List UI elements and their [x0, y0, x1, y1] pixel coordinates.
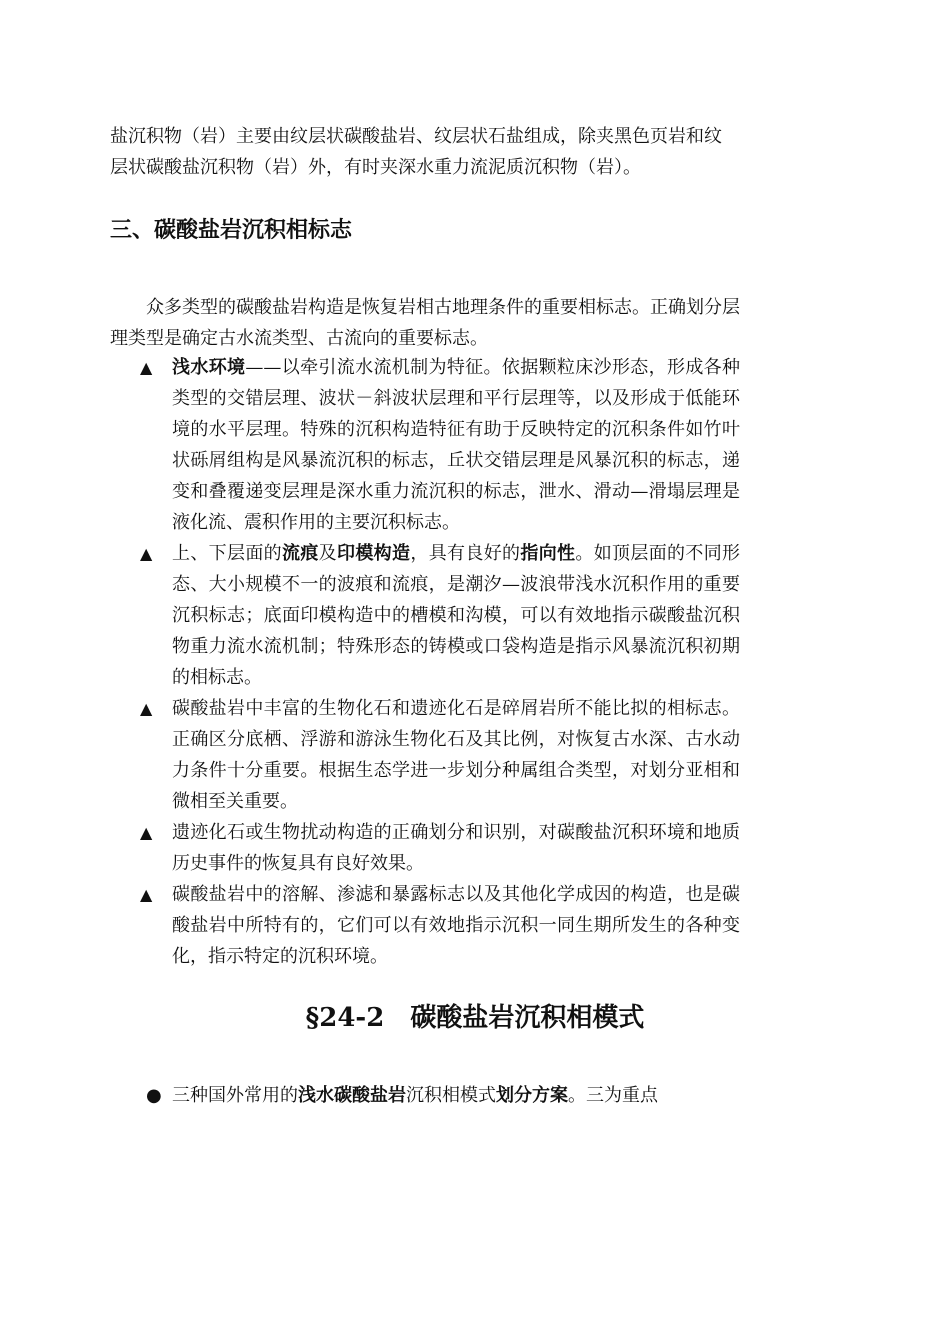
bold-term: 浅水碳酸盐岩: [298, 1085, 406, 1106]
list-item: [140, 879, 740, 972]
item-text: 遗迹化石或生物扰动构造的正确划分和识别，对碳酸盐沉积环境和地质历史事件的恢复具有良好效果。: [172, 822, 740, 874]
item-text: 。如顶层面的不同形态、大小规模不一的波痕和流痕，是潮汐—波浪带浅水沉积作用的重要沉积标志；底面印模构造中的槽模和沟模，可以有效地指示碳酸盐沉积物重力流水流机制；特殊形态的铸模或口袋构造是指示风暴流沉积初期的相标志。: [172, 543, 741, 688]
item-text: 三种国外常用的: [172, 1085, 298, 1106]
list-item: [140, 817, 740, 879]
chapter-heading: §24-2 碳酸盐岩沉积相模式: [305, 1003, 645, 1033]
criteria-list: [140, 352, 740, 972]
intro-line-2: 层状碳酸盐沉积物（岩）外，有时夹深水重力流泥质沉积物（岩）。: [110, 157, 641, 178]
item-text: 沉积相模式: [406, 1085, 496, 1106]
bold-term: 划分方案: [496, 1085, 568, 1106]
list-item: [140, 538, 740, 693]
bold-term: 流痕: [282, 543, 319, 564]
item-text: 碳酸盐岩中的溶解、渗滤和暴露标志以及其他化学成因的构造，也是碳酸盐岩中所特有的，它们可以有效地指示沉积一同生期所发生的各种变化，指示特定的沉积环境。: [172, 884, 740, 967]
item-text: 上、下层面的: [172, 543, 282, 564]
section-heading: 三、碳酸盐岩沉积相标志: [110, 217, 353, 243]
bold-term: 指向性: [520, 543, 576, 564]
dot-list-item: [146, 1080, 846, 1111]
intro-line-1: 盐沉积物（岩）主要由纹层状碳酸盐岩、纹层状石盐组成，除夹黑色页岩和纹: [110, 126, 722, 147]
triangle-bullet-icon: ▲: [140, 358, 153, 377]
item-text: ——以牵引流水流机制为特征。依据颗粒床沙形态，形成各种类型的交错层理、波状－斜波状层理和平行层理等，以及形成于低能环境的水平层理。特殊的沉积构造特征有助于反映特定的沉积条件如竹叶状砾屑组构是风暴流沉积的标志，丘状交错层理是风暴沉积的标志，递变和叠覆递变层理是深水重力流沉积的标志，泄水、滑动—滑塌层理是液化流、震积作用的主要沉积标志。: [172, 357, 741, 533]
section-paragraph: 众多类型的碳酸盐岩构造是恢复岩相古地理条件的重要相标志。正确划分层理类型是确定古水流类型、古流向的重要标志。: [110, 297, 740, 349]
item-text: 。三为重点: [568, 1085, 658, 1106]
triangle-bullet-icon: ▲: [140, 699, 153, 718]
item-text: 及: [318, 543, 338, 564]
list-item: [140, 693, 740, 817]
triangle-bullet-icon: ▲: [140, 885, 153, 904]
item-text: 碳酸盐岩中丰富的生物化石和遗迹化石是碎屑岩所不能比拟的相标志。正确区分底栖、浮游和游泳生物化石及其比例，对恢复古水深、古水动力条件十分重要。根据生态学进一步划分种属组合类型，对划分亚相和微相至关重要。: [172, 698, 740, 812]
circle-bullet-icon: ●: [146, 1085, 162, 1106]
triangle-bullet-icon: ▲: [140, 544, 153, 563]
bold-term: 印模构造: [337, 543, 411, 564]
item-text: ，具有良好的: [410, 543, 521, 564]
bold-term: 浅水环境: [172, 357, 246, 378]
triangle-bullet-icon: ▲: [140, 823, 153, 842]
list-item: [140, 352, 740, 538]
